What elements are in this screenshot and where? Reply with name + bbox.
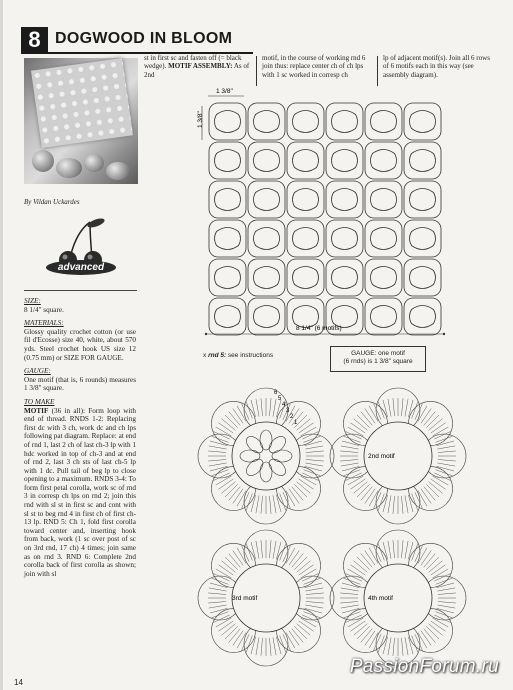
stitch-mark bbox=[348, 427, 364, 436]
stitch-mark bbox=[418, 491, 427, 507]
stitch-mark bbox=[388, 541, 391, 559]
stitch-mark bbox=[276, 495, 281, 512]
stitch-mark bbox=[286, 548, 295, 564]
stitch-mark bbox=[438, 451, 456, 453]
stitch-mark bbox=[437, 608, 454, 613]
motif-petal bbox=[410, 111, 436, 133]
stitch-mark bbox=[365, 550, 375, 565]
stitch-mark bbox=[365, 489, 375, 504]
stitch-mark bbox=[256, 495, 259, 513]
stitch-mark bbox=[433, 569, 449, 578]
stitch-mark bbox=[222, 624, 236, 636]
round-number: 6 bbox=[274, 390, 278, 396]
stitch-mark bbox=[229, 554, 241, 568]
materials-text: Glossy quality crochet cotton (or use fil d'Ecosse) size 40, white, about 570 yds. Steel crochet hook US size 12 (0.75 mm) or SIZE FOR GAUGE. bbox=[24, 327, 136, 362]
stitch-mark bbox=[269, 496, 271, 514]
stitch-mark bbox=[361, 554, 373, 568]
stitch-mark bbox=[429, 419, 443, 431]
stitch-mark bbox=[306, 593, 324, 595]
stitch-mark bbox=[305, 466, 322, 471]
stitch-motif bbox=[330, 530, 466, 666]
to-make-text bbox=[24, 407, 136, 579]
stitch-mark bbox=[408, 637, 413, 654]
stitch-mark bbox=[261, 496, 263, 514]
materials-heading: MATERIALS: bbox=[24, 319, 64, 328]
stitch-mark bbox=[294, 557, 307, 570]
stitch-mark bbox=[216, 476, 232, 485]
round-number: 2 bbox=[290, 414, 294, 420]
stitch-mark bbox=[216, 427, 232, 436]
stitch-mark bbox=[426, 557, 439, 570]
stitch-mark bbox=[269, 398, 271, 416]
stitch-mark bbox=[405, 495, 408, 513]
stitch-mark bbox=[424, 487, 436, 501]
stitch-mark bbox=[208, 451, 226, 453]
stitch-mark bbox=[301, 476, 317, 485]
stitch-motif bbox=[198, 530, 334, 666]
stitch-mark bbox=[305, 583, 322, 588]
stitch-mark bbox=[218, 621, 233, 631]
stitch-mark bbox=[405, 399, 408, 417]
stitch-mark bbox=[286, 633, 295, 649]
fruit-image bbox=[32, 150, 54, 172]
stitch-mark bbox=[429, 482, 443, 494]
gauge-text: One motif (that is, 6 rounds) measures 1 3/8" square. bbox=[24, 375, 136, 393]
motif-petal bbox=[215, 228, 241, 250]
stitch-mark bbox=[350, 479, 365, 489]
stitch-mark bbox=[273, 399, 276, 417]
stitch-mark bbox=[292, 554, 304, 568]
stitch-mark bbox=[229, 629, 241, 643]
motif-petal bbox=[215, 111, 241, 133]
stitch-mark bbox=[273, 495, 276, 513]
stitch-mark bbox=[426, 415, 439, 428]
stitch-mark bbox=[438, 593, 456, 595]
stitch-mark bbox=[401, 496, 403, 514]
stitch-mark bbox=[294, 484, 307, 497]
stitch-mark bbox=[289, 631, 299, 646]
stitch-mark bbox=[210, 608, 227, 613]
size-text: 8 1/4" square. bbox=[24, 305, 64, 314]
stitch-mark bbox=[421, 550, 431, 565]
overall-size-label: 8 1/4" (6 motifs) bbox=[296, 325, 342, 332]
legend-text: see instructions bbox=[226, 352, 274, 359]
stitch-mark bbox=[401, 398, 403, 416]
stitch-mark bbox=[261, 638, 263, 656]
motif-petal bbox=[293, 267, 319, 289]
stitch-mark bbox=[388, 399, 391, 417]
stitch-mark bbox=[388, 637, 391, 655]
stitch-mark bbox=[218, 423, 233, 433]
stitch-mark bbox=[401, 540, 403, 558]
stitch-mark bbox=[299, 621, 314, 631]
round-number: 5 bbox=[278, 396, 282, 402]
stitch-mark bbox=[299, 479, 314, 489]
stitch-mark bbox=[365, 408, 375, 423]
motif-petal bbox=[371, 189, 397, 211]
stitch-mark bbox=[354, 624, 368, 636]
stitch-mark bbox=[209, 605, 227, 608]
stitch-mark bbox=[233, 489, 243, 504]
stitch-mark bbox=[418, 633, 427, 649]
fruit-image bbox=[56, 158, 82, 178]
stitch-mark bbox=[361, 487, 373, 501]
stitch-mark bbox=[218, 479, 233, 489]
motif-petal bbox=[215, 150, 241, 172]
motif-label-2nd: 2nd motif bbox=[368, 453, 395, 460]
stitch-mark bbox=[342, 466, 359, 471]
stitch-mark bbox=[393, 638, 395, 656]
stitch-mark bbox=[306, 601, 324, 603]
stitch-mark bbox=[225, 415, 238, 428]
stitch-motifs bbox=[198, 388, 466, 666]
round-number: 1 bbox=[294, 420, 298, 426]
stitch-mark bbox=[261, 398, 263, 416]
stitch-mark bbox=[225, 484, 238, 497]
stitch-mark bbox=[431, 621, 446, 631]
stitch-mark bbox=[424, 412, 436, 426]
assembly-diagram bbox=[197, 88, 450, 344]
stitch-mark bbox=[405, 637, 408, 655]
stitch-mark bbox=[383, 637, 388, 654]
stitch-mark bbox=[426, 626, 439, 639]
fruit-image bbox=[84, 154, 104, 172]
motif-petal bbox=[332, 267, 358, 289]
stitch-mark bbox=[208, 601, 226, 603]
page-spine bbox=[0, 0, 3, 690]
stitch-mark bbox=[431, 479, 446, 489]
stitch-mark bbox=[437, 588, 455, 591]
stitch-mark bbox=[340, 451, 358, 453]
stitch-mark bbox=[256, 399, 259, 417]
stitch-mark bbox=[233, 631, 243, 646]
gauge-box bbox=[330, 346, 426, 372]
column-rule bbox=[377, 56, 378, 86]
round-number: 4 bbox=[282, 402, 286, 408]
stitch-mark bbox=[305, 441, 322, 446]
text-column-3: lp of adjacent motif(s). Join all 6 rows of 6 motifs each in this way (see assembly diagram). bbox=[383, 54, 490, 79]
stitch-mark bbox=[350, 565, 365, 575]
stitch-mark bbox=[273, 637, 276, 655]
stitch-mark bbox=[350, 423, 365, 433]
motif-petal bbox=[371, 306, 397, 328]
stitch-mark bbox=[237, 406, 246, 422]
stitch-mark bbox=[369, 548, 378, 564]
diagram-legend bbox=[203, 352, 273, 360]
stitch-mark bbox=[357, 484, 370, 497]
stitch-mark bbox=[341, 463, 359, 466]
stitch-mark bbox=[340, 601, 358, 603]
stitch-mark bbox=[251, 400, 256, 417]
stitch-mark bbox=[261, 540, 263, 558]
stitch-mark bbox=[301, 427, 317, 436]
stitch-mark bbox=[438, 459, 456, 461]
motif-petal bbox=[215, 306, 241, 328]
stitch-mark bbox=[292, 629, 304, 643]
column-divider bbox=[24, 290, 137, 291]
column-1-text: st in first sc and fasten off (= black wedge). bbox=[144, 54, 242, 71]
motif-petal bbox=[371, 267, 397, 289]
motif-center-ring bbox=[232, 422, 300, 490]
stitch-mark bbox=[251, 637, 256, 654]
stitch-motif bbox=[198, 388, 334, 524]
stitch-mark bbox=[297, 624, 311, 636]
stitch-mark bbox=[301, 618, 317, 627]
stitch-mark bbox=[289, 550, 299, 565]
stitch-mark bbox=[357, 626, 370, 639]
stitch-motif bbox=[330, 388, 466, 524]
motif-petal bbox=[410, 306, 436, 328]
stitch-mark bbox=[424, 554, 436, 568]
stitch-mark bbox=[418, 548, 427, 564]
text-column-1 bbox=[144, 54, 252, 79]
stitch-mark bbox=[273, 541, 276, 559]
stitch-mark bbox=[237, 491, 246, 507]
motif-petal bbox=[293, 228, 319, 250]
motif-petal bbox=[332, 150, 358, 172]
stitch-mark bbox=[348, 618, 364, 627]
stitch-mark bbox=[222, 482, 236, 494]
stitch-mark bbox=[421, 408, 431, 423]
stitch-mark bbox=[216, 569, 232, 578]
stitch-mark bbox=[383, 400, 388, 417]
stitch-mark bbox=[437, 605, 455, 608]
stitch-mark bbox=[218, 565, 233, 575]
instructions-column bbox=[24, 297, 136, 583]
stitch-mark bbox=[209, 588, 227, 591]
stitch-mark bbox=[225, 557, 238, 570]
stitch-mark bbox=[393, 496, 395, 514]
stitch-mark bbox=[437, 446, 455, 449]
stitch-mark bbox=[433, 427, 449, 436]
stitch-mark bbox=[429, 624, 443, 636]
stitch-mark bbox=[354, 482, 368, 494]
pattern-title: DOGWOOD IN BLOOM bbox=[55, 30, 233, 47]
motif-petal bbox=[215, 267, 241, 289]
stitch-mark bbox=[233, 408, 243, 423]
motif-petal bbox=[332, 111, 358, 133]
stitch-mark bbox=[286, 491, 295, 507]
legend-round: rnd 5: bbox=[208, 352, 227, 359]
stitch-mark bbox=[369, 406, 378, 422]
motif-petal bbox=[254, 189, 280, 211]
stitch-mark bbox=[297, 482, 311, 494]
motif-petal bbox=[371, 150, 397, 172]
stitch-mark bbox=[297, 561, 311, 573]
motif-petal bbox=[410, 228, 436, 250]
motif-petal bbox=[293, 111, 319, 133]
stitch-mark bbox=[209, 463, 227, 466]
stitch-mark bbox=[437, 441, 454, 446]
stitch-mark bbox=[305, 608, 322, 613]
stitch-mark bbox=[305, 605, 323, 608]
stitch-mark bbox=[297, 419, 311, 431]
stitch-mark bbox=[269, 540, 271, 558]
motif-petal bbox=[332, 228, 358, 250]
stitch-mark bbox=[342, 583, 359, 588]
to-make-body: (36 in all): Form loop with end of thread. RNDS 1-2: Replacing first dc with 3 ch, work dc and ch lps following pat diagram. Replace: at end of rnd 1, last 2 ch of last ch-3 lp with 1 hdc worked in top of ch-3 and at end of rnd 2, last 3 ch sts of last ch-5 lp with 1 dc. Pull tail of beg lp to close opening to a maximum. RNDS 3-4: To form first petal corolla, work sc of rnd 3 in corresp ch lps on rnd 2; join this rnd with sl st in first sc and cont with sl st to beg rnd 4 in first ch of first ch-13 lp. RND 5: Ch 1, fold first corolla toward center and, inserting hook from back, work (1 sc over post of sc on 3rd rnd, 17 ch) 4 times; join same as on rnd 3. RND 6: Complete 2nd corolla back of first corolla as shown; join with sl bbox=[24, 406, 136, 578]
pattern-number: 8 bbox=[21, 27, 48, 52]
stitch-mark bbox=[357, 557, 370, 570]
stitch-mark bbox=[289, 489, 299, 504]
stitch-mark bbox=[222, 419, 236, 431]
stitch-mark bbox=[229, 412, 241, 426]
motif-petal bbox=[371, 228, 397, 250]
motif-petal bbox=[254, 306, 280, 328]
stitch-mark bbox=[383, 495, 388, 512]
stitch-mark bbox=[437, 466, 454, 471]
stitch-mark bbox=[210, 583, 227, 588]
motif-petal bbox=[410, 267, 436, 289]
stitch-mark bbox=[408, 495, 413, 512]
stitch-mark bbox=[305, 463, 323, 466]
stitch-mark bbox=[433, 618, 449, 627]
stitch-mark bbox=[348, 569, 364, 578]
stitch-mark bbox=[276, 637, 281, 654]
stitch-mark bbox=[354, 561, 368, 573]
stitch-mark bbox=[354, 419, 368, 431]
motif-petal bbox=[254, 150, 280, 172]
stitch-mark bbox=[393, 398, 395, 416]
stitch-mark bbox=[357, 415, 370, 428]
stitch-mark bbox=[341, 588, 359, 591]
stitch-mark bbox=[369, 491, 378, 507]
stitch-mark bbox=[306, 459, 324, 461]
stitch-mark bbox=[437, 583, 454, 588]
gauge-line-2: (6 rnds) is 1 3/8" square bbox=[343, 358, 413, 365]
motif-lead: MOTIF bbox=[24, 406, 49, 415]
stitch-mark bbox=[229, 487, 241, 501]
stitch-mark bbox=[209, 446, 227, 449]
difficulty-badge: advanced bbox=[46, 260, 116, 275]
motif-size-label-top: 1 3/8" bbox=[216, 88, 233, 95]
stitch-mark bbox=[306, 451, 324, 453]
stitch-mark bbox=[431, 423, 446, 433]
stitch-mark bbox=[340, 459, 358, 461]
stitch-mark bbox=[225, 626, 238, 639]
stitch-mark bbox=[405, 541, 408, 559]
stitch-mark bbox=[350, 621, 365, 631]
motif-assembly-heading: MOTIF ASSEMBLY: bbox=[168, 62, 233, 71]
stitch-mark bbox=[299, 423, 314, 433]
stitch-mark bbox=[233, 550, 243, 565]
stitch-mark bbox=[348, 476, 364, 485]
site-watermark: PassionForum.ru bbox=[349, 656, 499, 677]
column-rule bbox=[256, 56, 257, 86]
stitch-mark bbox=[438, 601, 456, 603]
stitch-mark bbox=[305, 446, 323, 449]
stitch-mark bbox=[369, 633, 378, 649]
stitch-mark bbox=[393, 540, 395, 558]
designer-credit: By Vildan Uckardes bbox=[24, 198, 80, 206]
size-heading: SIZE: bbox=[24, 297, 41, 305]
stitch-mark bbox=[342, 441, 359, 446]
stitch-mark bbox=[401, 638, 403, 656]
stitch-mark bbox=[210, 441, 227, 446]
stitch-mark bbox=[361, 629, 373, 643]
stitch-mark bbox=[431, 565, 446, 575]
stitch-mark bbox=[251, 495, 256, 512]
motif-petal bbox=[254, 228, 280, 250]
stitch-mark bbox=[341, 446, 359, 449]
stitch-mark bbox=[237, 633, 246, 649]
motif-grid bbox=[209, 103, 441, 335]
doily-photo bbox=[24, 58, 138, 184]
stitch-mark bbox=[421, 489, 431, 504]
stitch-mark bbox=[383, 542, 388, 559]
motif-petal bbox=[215, 189, 241, 211]
stitch-mark bbox=[365, 631, 375, 646]
stitch-mark bbox=[408, 542, 413, 559]
text-column-2: motif, in the course of working rnd 6 join thus: replace center ch of ch lps with 1 sc worked in corresp ch bbox=[262, 54, 366, 79]
motif-petal bbox=[371, 111, 397, 133]
stitch-mark bbox=[256, 541, 259, 559]
motif-petal bbox=[410, 150, 436, 172]
stitch-mark bbox=[269, 638, 271, 656]
stitch-mark bbox=[340, 593, 358, 595]
column-1-rest: As of 2nd bbox=[144, 62, 250, 79]
motif-label-4th: 4th motif bbox=[368, 595, 393, 602]
page-number: 14 bbox=[14, 678, 23, 687]
stitch-mark bbox=[424, 629, 436, 643]
stitch-mark bbox=[216, 618, 232, 627]
stitch-mark bbox=[341, 605, 359, 608]
gauge-heading: GAUGE: bbox=[24, 367, 51, 376]
stitch-mark bbox=[256, 637, 259, 655]
stitch-chart bbox=[198, 386, 473, 671]
stitch-mark bbox=[429, 561, 443, 573]
stitch-mark bbox=[210, 466, 227, 471]
stitch-mark bbox=[437, 463, 455, 466]
motif-petal bbox=[254, 111, 280, 133]
stitch-mark bbox=[301, 569, 317, 578]
stitch-mark bbox=[292, 487, 304, 501]
stitch-mark bbox=[426, 484, 439, 497]
lace-square-image bbox=[31, 58, 133, 148]
motif-petal bbox=[293, 150, 319, 172]
stitch-mark bbox=[433, 476, 449, 485]
stitch-mark bbox=[294, 626, 307, 639]
stitch-mark bbox=[342, 608, 359, 613]
motif-petal bbox=[410, 189, 436, 211]
to-make-heading: TO MAKE bbox=[24, 397, 55, 406]
legend-symbol: x bbox=[203, 352, 207, 359]
stitch-mark bbox=[237, 548, 246, 564]
motif-petal bbox=[332, 189, 358, 211]
stitch-mark bbox=[421, 631, 431, 646]
stitch-mark bbox=[222, 561, 236, 573]
stitch-mark bbox=[276, 400, 281, 417]
stitch-mark bbox=[361, 412, 373, 426]
motif-size-label-side: 1 3/8" bbox=[197, 111, 204, 128]
stitch-mark bbox=[251, 542, 256, 559]
fruit-image bbox=[106, 162, 130, 180]
motif-petal bbox=[254, 267, 280, 289]
stitch-mark bbox=[276, 542, 281, 559]
stitch-mark bbox=[208, 593, 226, 595]
stitch-mark bbox=[408, 400, 413, 417]
motif-petal bbox=[293, 189, 319, 211]
stitch-mark bbox=[418, 406, 427, 422]
stitch-mark bbox=[305, 588, 323, 591]
stitch-mark bbox=[388, 495, 391, 513]
stitch-mark bbox=[299, 565, 314, 575]
motif-label-3rd: 3rd motif bbox=[232, 595, 258, 602]
gauge-line-1: GAUGE: one motif bbox=[351, 350, 405, 357]
stitch-mark bbox=[208, 459, 226, 461]
round-number: 3 bbox=[286, 408, 290, 414]
